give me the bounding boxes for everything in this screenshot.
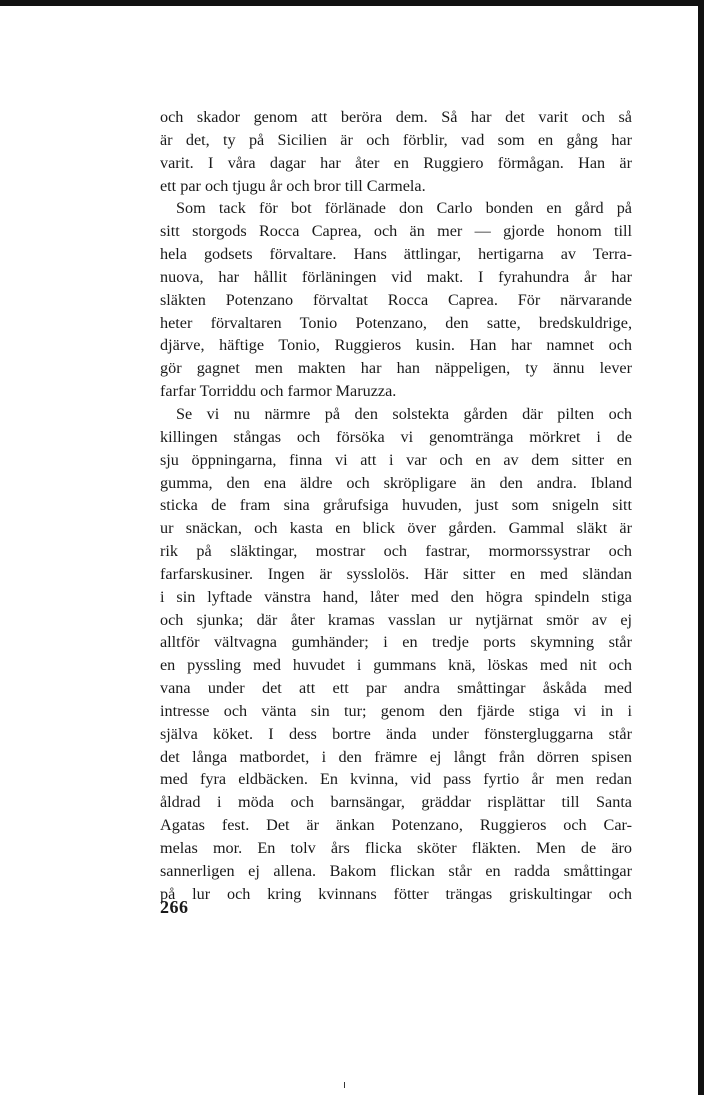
text-line: intresse och vänta sin tur; genom den fjärde stiga vi in i xyxy=(160,701,632,720)
page-body-text xyxy=(160,106,632,906)
text-line: Se vi nu närmre på den solstekta gården där pilten och xyxy=(176,404,632,423)
printer-mark xyxy=(344,1082,345,1088)
text-line: melas mor. En tolv års flicka sköter fläkten. Men de äro xyxy=(160,839,632,857)
text-line: Agatas fest. Det är änkan Potenzano, Ruggieros och Car- xyxy=(160,816,632,835)
text-line: sticka de fram sina grårufsiga huvuden, just som snigeln sitt xyxy=(160,496,632,515)
text-line: alltför vältvagna gumhänder; i en tredje ports skymning står xyxy=(160,633,632,652)
text-line: ur snäckan, och kasta en blick över gården. Gammal släkt är xyxy=(160,519,632,538)
text-line: åldrad i möda och barnsängar, gräddar risplättar till Santa xyxy=(160,793,632,812)
text-line: sitt storgods Rocca Caprea, och än mer — gjorde honom till xyxy=(160,222,632,241)
top-border-rule xyxy=(0,0,704,6)
paragraph-1 xyxy=(160,106,632,197)
text-line: i sin lyftade vänstra hand, låter med den högra spindeln stiga xyxy=(160,587,632,606)
text-line: djärve, häftige Tonio, Ruggieros kusin. Han har namnet och xyxy=(160,336,632,355)
text-line: och skador genom att beröra dem. Så har det varit och så xyxy=(160,108,632,126)
text-line: ett par och tjugu år och bror till Carmela. xyxy=(160,176,426,195)
text-line: det långa matbordet, i den främre ej långt från dörren spisen xyxy=(160,747,632,766)
text-line: på lur och kring kvinnans fötter trängas griskultingar och xyxy=(160,884,632,903)
text-line: heter förvaltaren Tonio Potenzano, den satte, bredskuldrige, xyxy=(160,313,632,332)
paragraph-2 xyxy=(160,197,632,403)
text-line: Som tack för bot förlänade don Carlo bonden en gård på xyxy=(176,199,632,218)
text-line: sju öppningarna, finna vi att i var och en av dem sitter en xyxy=(160,450,632,469)
page-number: 266 xyxy=(160,897,189,917)
text-line: och sjunka; där åter kramas vasslan ur nytjärnat smör av ej xyxy=(160,610,632,629)
text-line: gumma, den ena äldre och skröpligare än den andra. Ibland xyxy=(160,473,632,492)
right-border-rule xyxy=(698,0,704,1095)
text-line: killingen stångas och försöka vi genomtränga mörkret i de xyxy=(160,427,632,446)
text-line: vana under det att ett par andra småttingar åskåda med xyxy=(160,679,632,698)
text-line: en pyssling med huvudet i gummans knä, löskas med nit och xyxy=(160,656,632,675)
text-line: varit. I våra dagar har åter en Ruggiero förmågan. Han är xyxy=(160,153,632,172)
paragraph-3 xyxy=(160,403,632,906)
text-line: gör gagnet men makten har han näppeligen, ty ännu lever xyxy=(160,359,632,378)
text-line: själva köket. I dess bortre ända under fönstergluggarna står xyxy=(160,724,632,743)
text-line: farfar Torriddu och farmor Maruzza. xyxy=(160,382,397,401)
text-line: släkten Potenzano förvaltat Rocca Caprea. För närvarande xyxy=(160,290,632,309)
text-line: är det, ty på Sicilien är och förblir, vad som en gång har xyxy=(160,130,632,149)
text-line: farfarskusiner. Ingen är sysslolös. Här sitter en med sländan xyxy=(160,564,632,583)
text-line: sannerligen ej allena. Bakom flickan står en radda småttingar xyxy=(160,861,632,880)
text-line: nuova, har hållit förläningen vid makt. I fyrahundra år har xyxy=(160,267,632,286)
text-line: med fyra eldbäcken. En kvinna, vid pass fyrtio år men redan xyxy=(160,770,632,789)
text-line: rik på släktingar, mostrar och fastrar, mormorssystrar och xyxy=(160,542,632,561)
text-line: hela godsets förvaltare. Hans ättlingar, hertigarna av Terra- xyxy=(160,245,632,264)
